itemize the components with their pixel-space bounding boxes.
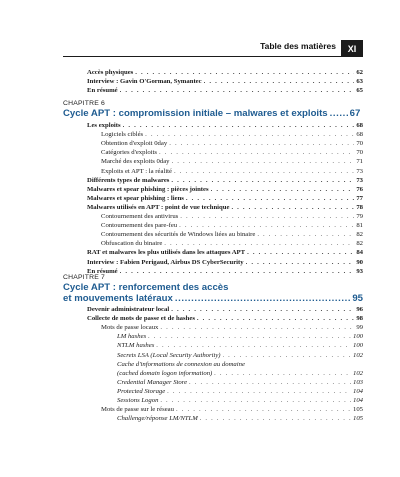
toc-entry-title: Interview : Fabien Perigaud, Airbus DS CyberSecurity (87, 258, 244, 266)
toc-entry-page: 102 (352, 369, 363, 377)
toc-entry-page: 103 (352, 378, 363, 386)
toc-entry-title: Exploits et APT : la réalité (101, 167, 173, 175)
toc-entry-page: 100 (352, 333, 363, 341)
toc-entry-title: Marché des exploits 0day (101, 158, 170, 166)
toc-entry[interactable] (87, 305, 363, 314)
dot-leader (135, 68, 354, 77)
dot-leader (156, 341, 351, 350)
dot-leader (189, 378, 351, 387)
toc-entry-title: Challenge/réponse LM/NTLM (117, 415, 198, 423)
chapter-label: CHAPITRE 7 (63, 274, 106, 281)
toc-entry-title: Mots de passe sur le réseau (101, 406, 174, 414)
toc-entry-title: (cached domain logon information) (117, 369, 213, 377)
toc-entry[interactable] (101, 139, 363, 148)
chapter-title[interactable] (63, 108, 363, 119)
dot-leader (160, 323, 354, 332)
toc-entry-page: 65 (356, 87, 363, 95)
dot-leader (171, 176, 354, 185)
toc-entry[interactable] (87, 68, 363, 77)
toc-entry-title: Mots de passe locaux (101, 324, 159, 332)
header-rule (63, 56, 363, 57)
toc-entry-title: En résumé (87, 87, 118, 95)
chapter-title-line-1[interactable]: Cycle APT : renforcement des accès (63, 282, 229, 293)
toc-entry-page: 104 (352, 387, 363, 395)
dot-leader (246, 258, 355, 267)
toc-entry-page: 63 (356, 78, 363, 86)
toc-entry-title: Différents types de malwares (87, 176, 170, 184)
dot-leader (186, 194, 354, 203)
toc-entry[interactable] (87, 86, 363, 95)
toc-entry[interactable] (101, 239, 363, 248)
toc-entry[interactable] (117, 396, 363, 405)
dot-leader (123, 121, 355, 130)
dot-leader (171, 305, 354, 314)
toc-entry[interactable] (117, 369, 363, 378)
dot-leader (159, 148, 354, 157)
toc-entry-title: Obfuscation du binaire (101, 240, 163, 248)
toc-entry-page: 105 (352, 406, 363, 414)
toc-entry[interactable] (101, 148, 363, 157)
toc-entry-page: 70 (356, 140, 363, 148)
toc-entry[interactable] (87, 121, 363, 130)
dot-leader (179, 221, 354, 230)
toc-entry-title: Secrets LSA (Local Security Authority) (117, 351, 221, 359)
toc-entry-title: LM hashes (117, 333, 147, 341)
dot-leader (176, 405, 351, 414)
toc-entry-title: Contournement des sécurités de Windows liées au binaire (101, 231, 256, 239)
toc-entry[interactable] (117, 360, 363, 369)
toc-entry[interactable] (87, 267, 363, 276)
toc-entry-title: Interview : Gavin O'Gorman, Symantec (87, 78, 202, 86)
toc-entry-page: 76 (356, 185, 363, 193)
toc-entry-title: Malwares et spear phishing : pièces jointes (87, 185, 209, 193)
dot-leader (197, 314, 354, 323)
toc-entry-page: 62 (356, 69, 363, 76)
toc-entry-page: 81 (356, 222, 363, 230)
running-header (0, 40, 400, 57)
toc-entry-title: Logiciels ciblés (101, 131, 144, 139)
toc-entry-title: Catégories d'exploits (101, 149, 157, 157)
toc-entry[interactable] (87, 203, 363, 212)
toc-entry-page: 73 (356, 167, 363, 175)
dot-leader (167, 387, 351, 396)
toc-entry[interactable] (117, 341, 363, 350)
dot-leader (169, 139, 354, 148)
dot-leader (204, 77, 355, 86)
dot-leader (330, 108, 348, 119)
toc-entry-page: 90 (356, 258, 363, 266)
toc-entry-title: Cache d'informations de connexion au domaine (117, 360, 245, 368)
toc-entry-page: 102 (352, 351, 363, 359)
toc-entry-page: 73 (356, 176, 363, 184)
toc-entry-page: 99 (356, 324, 363, 332)
toc-entry[interactable] (117, 414, 363, 423)
chapter-page: 67 (349, 108, 361, 119)
toc-entry[interactable] (101, 230, 363, 239)
dot-leader (120, 86, 355, 95)
toc-entry[interactable] (117, 387, 363, 396)
toc-entry-title: Malwares utilisés en APT : point de vue technique (87, 203, 230, 211)
dot-leader (231, 203, 354, 212)
chapter-label: CHAPITRE 6 (63, 100, 106, 107)
toc-entry[interactable] (101, 212, 363, 221)
toc-entry-title: Obtention d'exploit 0day (101, 140, 168, 148)
toc-entry-page: 68 (356, 122, 363, 129)
toc-entry-title: Accès physiques (87, 69, 134, 76)
toc-entry-page: 71 (356, 158, 363, 166)
toc-entry[interactable] (87, 185, 363, 194)
toc-entry-title: Contournement des pare-feu (101, 222, 178, 230)
toc-entry[interactable] (101, 167, 363, 176)
chapter-title-text: Cycle APT : compromission initiale – malwares et exploits (63, 108, 328, 119)
toc-entry-title: En résumé (87, 267, 118, 275)
toc-entry-page: 78 (356, 203, 363, 211)
toc-entry-title: Collecte de mots de passe et de hashes (87, 315, 195, 323)
dot-leader (164, 239, 354, 248)
toc-entry-page: 100 (352, 342, 363, 350)
toc-entry[interactable] (87, 258, 363, 267)
dot-leader (160, 396, 351, 405)
toc-entry-title: Contournement des antivirus (101, 213, 179, 220)
toc-entry[interactable] (101, 405, 363, 414)
toc-entry[interactable] (101, 323, 363, 332)
toc-entry-title: NTLM hashes (117, 342, 155, 350)
toc-entry-title: Les exploits (87, 122, 121, 129)
toc-entry-page: 70 (356, 149, 363, 157)
chapter-page: 95 (352, 293, 363, 304)
dot-leader (214, 369, 351, 378)
toc-entry-page: 79 (356, 213, 363, 220)
dot-leader (174, 167, 354, 176)
toc-entry[interactable] (117, 351, 363, 360)
header-title: Table des matières (260, 41, 336, 51)
page-number-badge: XI (341, 40, 363, 57)
toc-entry-page: 82 (356, 231, 363, 239)
toc-entry[interactable] (87, 248, 363, 257)
dot-leader (257, 230, 354, 239)
dot-leader (223, 351, 351, 360)
toc-entry[interactable] (117, 332, 363, 341)
toc-entry[interactable] (101, 157, 363, 166)
dot-leader (211, 185, 355, 194)
toc-entry[interactable] (87, 176, 363, 185)
toc-entry-page: 96 (356, 306, 363, 313)
toc-entry-page: 98 (356, 315, 363, 323)
toc-entry-title: Protected Storage (117, 387, 166, 395)
dot-leader (175, 293, 350, 304)
dot-leader (145, 130, 354, 139)
toc-entry-title: Sessions Logon (117, 397, 159, 404)
toc-entry-title: Malwares et spear phishing : liens (87, 194, 184, 202)
toc-entry-page: 77 (356, 194, 363, 202)
dot-leader (172, 157, 355, 166)
toc-entry-title: Devenir administrateur local (87, 306, 170, 313)
toc-entry-title: Credential Manager Store (117, 378, 188, 386)
toc-entry-title: RAT et malwares les plus utilisés dans les attaques APT (87, 249, 246, 257)
toc-entry-page: 93 (356, 267, 363, 275)
toc-entry[interactable] (101, 130, 363, 139)
dot-leader (120, 267, 355, 276)
toc-entry-page: 84 (356, 249, 363, 257)
dot-leader (180, 212, 354, 221)
toc-entry[interactable] (87, 194, 363, 203)
toc-entry[interactable] (101, 221, 363, 230)
toc-entry-page: 82 (356, 240, 363, 248)
toc-entry-page: 68 (356, 131, 363, 139)
chapter-title-text: et mouvements latéraux (63, 293, 173, 304)
toc-entry[interactable] (87, 77, 363, 86)
toc-entry-page: 105 (352, 415, 363, 423)
dot-leader (247, 248, 354, 257)
toc-entry[interactable] (117, 378, 363, 387)
toc-entry-page: 104 (352, 397, 363, 404)
dot-leader (200, 414, 351, 423)
toc-entry[interactable] (87, 314, 363, 323)
chapter-title-line-2[interactable] (63, 293, 363, 304)
dot-leader (148, 332, 351, 341)
